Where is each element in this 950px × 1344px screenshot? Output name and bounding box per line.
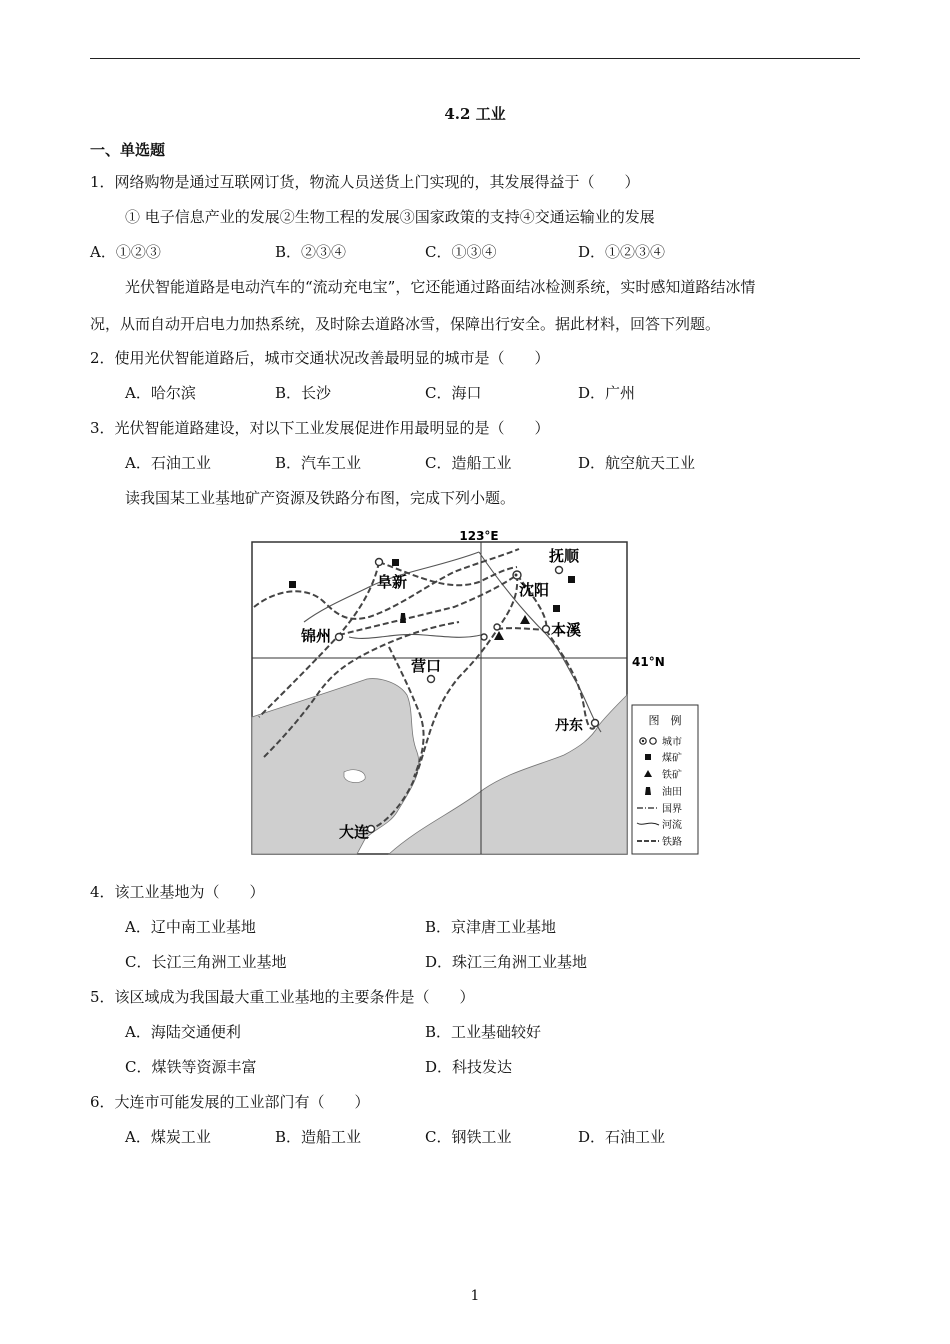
- legend-coal: 煤矿: [662, 753, 682, 764]
- city-marker-yingkou: [428, 676, 435, 683]
- label-longitude: 123°E: [459, 529, 499, 543]
- coal-mine-symbol: [568, 576, 575, 583]
- question-5-stem: 5．该区域成为我国最大重工业基地的主要条件是（ ）: [90, 988, 475, 1006]
- q1-option-c: C．①③④: [425, 243, 497, 261]
- city-marker-liaoyang: [481, 634, 487, 640]
- material-line-1: 光伏智能道路是电动汽车的“流动充电宝”，它还能通过路面结冰检测系统，实时感知道路结冰情: [125, 278, 756, 296]
- q6-option-d: D．石油工业: [578, 1128, 666, 1146]
- map-intro: 读我国某工业基地矿产资源及铁路分布图，完成下列小题。: [125, 489, 516, 507]
- q2-option-a: A．哈尔滨: [125, 384, 196, 402]
- question-1-stem: 1．网络购物是通过互联网订货，物流人员送货上门实现的，其发展得益于（ ）: [90, 173, 640, 191]
- question-2-stem: 2．使用光伏智能道路后，城市交通状况改善最明显的城市是（ ）: [90, 349, 550, 367]
- city-marker-benxi: [543, 626, 550, 633]
- q6-option-a: A．煤炭工业: [125, 1128, 211, 1146]
- q4-option-c: C．长江三角洲工业基地: [125, 953, 287, 971]
- coal-mine-symbol: [553, 605, 560, 612]
- bay-island: [344, 770, 365, 783]
- q6-option-b: B．造船工业: [275, 1128, 362, 1146]
- page-title: 4.2 工业: [444, 105, 506, 123]
- industrial-base-map: [249, 527, 701, 859]
- material-line-2: 况，从而自动开启电力加热系统，及时除去道路冰雪，保障出行安全。据此材料，回答下列题。: [90, 315, 721, 333]
- q2-option-d: D．广州: [578, 384, 636, 402]
- city-marker-jinzhou: [336, 634, 343, 641]
- q4-option-d: D．珠江三角洲工业基地: [425, 953, 588, 971]
- q3-option-d: D．航空航天工业: [578, 454, 696, 472]
- label-city-benxi: 本溪: [551, 621, 582, 639]
- legend-railway: 铁路: [662, 837, 682, 848]
- label-latitude: 41°N: [632, 655, 665, 669]
- q1-option-d: D．①②③④: [578, 243, 666, 261]
- q5-option-d: D．科技发达: [425, 1058, 513, 1076]
- question-6-stem: 6．大连市可能发展的工业部门有（ ）: [90, 1093, 370, 1111]
- coal-mine-symbol: [289, 581, 296, 588]
- oil-field-symbol: [400, 613, 406, 623]
- q3-option-a: A．石油工业: [125, 454, 211, 472]
- q5-option-b: B．工业基础较好: [425, 1023, 542, 1041]
- q3-option-b: B．汽车工业: [275, 454, 362, 472]
- coal-mine-symbol: [392, 559, 399, 566]
- question-3-stem: 3．光伏智能道路建设，对以下工业发展促进作用最明显的是（ ）: [90, 419, 550, 437]
- city-marker-anshan: [494, 624, 500, 630]
- legend-city: 城市: [662, 737, 682, 748]
- legend-title: 图 例: [648, 714, 682, 727]
- legend-oil: 油田: [662, 787, 682, 798]
- q1-option-b: B．②③④: [275, 243, 347, 261]
- header-rule: [90, 58, 860, 59]
- label-city-dandong: 丹东: [555, 718, 583, 734]
- label-city-jinzhou: 锦州: [301, 627, 332, 645]
- q6-option-c: C．钢铁工业: [425, 1128, 512, 1146]
- q4-option-a: A．辽中南工业基地: [125, 918, 256, 936]
- section-heading: 一、单选题: [90, 141, 166, 159]
- question-1-items: ① 电子信息产业的发展②生物工程的发展③国家政策的支持④交通运输业的发展: [125, 208, 655, 226]
- city-marker-shenyang-dot: [515, 574, 518, 577]
- label-city-shenyang: 沈阳: [519, 581, 550, 599]
- city-marker-dandong: [592, 720, 599, 727]
- legend-river: 河流: [662, 820, 682, 831]
- legend-border: 国界: [662, 804, 682, 815]
- city-marker-fuxin: [376, 559, 383, 566]
- label-city-dalian: 大连: [339, 823, 370, 841]
- label-city-fushun: 抚顺: [549, 547, 580, 565]
- q3-option-c: C．造船工业: [425, 454, 512, 472]
- q4-option-b: B．京津唐工业基地: [425, 918, 557, 936]
- city-marker-fushun: [556, 567, 563, 574]
- label-city-fuxin: 阜新: [377, 573, 408, 591]
- q2-option-c: C．海口: [425, 384, 482, 402]
- q5-option-a: A．海陆交通便利: [125, 1023, 241, 1041]
- question-4-stem: 4．该工业基地为（ ）: [90, 883, 265, 901]
- page-number: 1: [470, 1288, 480, 1304]
- legend-iron: 铁矿: [662, 770, 682, 781]
- q5-option-c: C．煤铁等资源丰富: [125, 1058, 257, 1076]
- map-legend: [632, 705, 698, 854]
- label-city-yingkou: 营口: [411, 657, 442, 675]
- q1-option-a: A．①②③: [90, 243, 161, 261]
- q2-option-b: B．长沙: [275, 384, 332, 402]
